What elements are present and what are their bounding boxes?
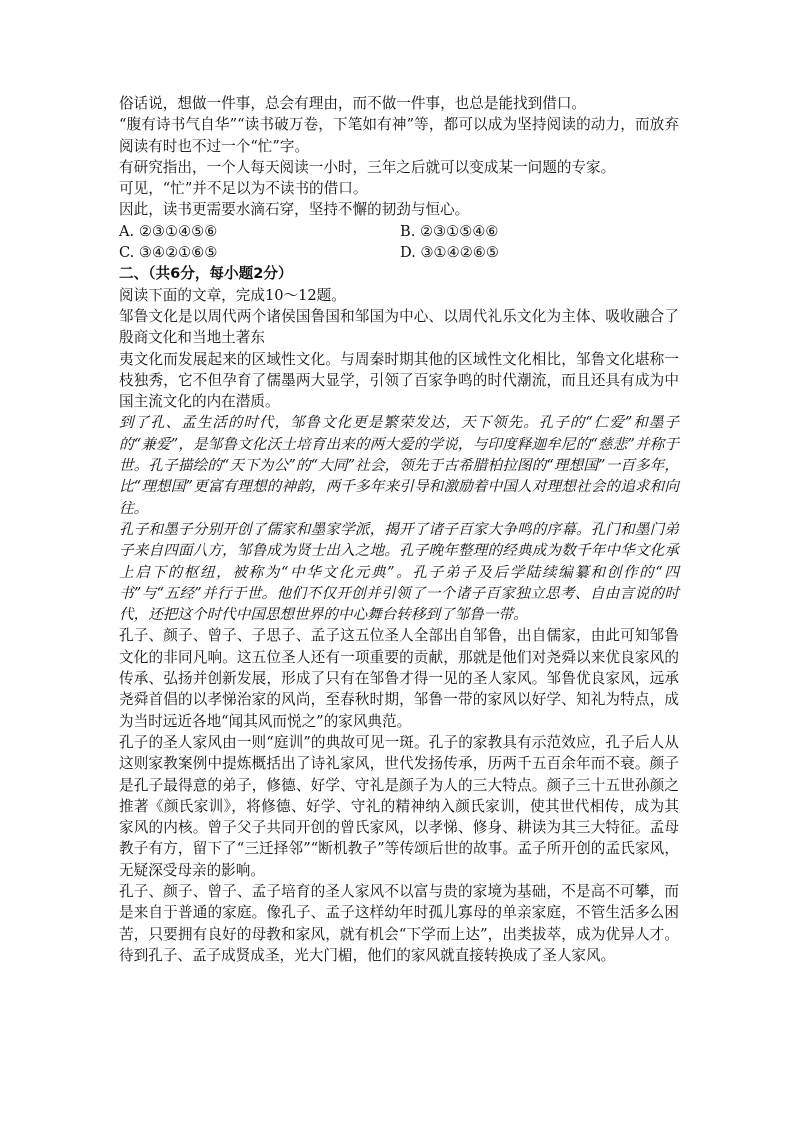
paragraph-3: 到了孔、孟生活的时代，邹鲁文化更是繁荣发达，天下领先。孔子的“仁爱”和墨子的“兼爱”，是邹鲁文化沃土培育出来的两大爱的学说，与印度释迦牟尼的“慈悲”并称于世。孔子描绘的“天下为公”的“大同”社会，领先于古希腊柏拉图的“理想国”一百多年，比“理想国”更富有理想的神韵，两千多年来引导和激励着中国人对理想社会的追求和向往。 bbox=[119, 414, 679, 517]
paragraph-4: 孔子和墨子分别开创了儒家和墨家学派，揭开了诸子百家大争鸣的序幕。孔门和墨门弟子来自四面八方，邹鲁成为贤士出入之地。孔子晚年整理的经典成为数千年中华文化承上启下的枢纽，被称为“中华文化元典”。孔子弟子及后学陆续编纂和创作的“四书”与“五经”并行于世。他们不仅开创并引领了一个诸子百家独立思考、自由言说的时代，还把这个时代中国思想世界的中心舞台转移到了邹鲁一带。 bbox=[119, 520, 679, 624]
intro-line-3: 有研究指出，一个人每天阅读一小时，三年之后就可以变成某一问题的专家。 bbox=[119, 158, 616, 176]
option-b: B. ②③①⑤④⑥ bbox=[400, 222, 499, 240]
intro-line-1: 俗话说，想做一件事，总会有理由，而不做一件事，也总是能找到借口。 bbox=[119, 95, 587, 112]
document-page bbox=[119, 93, 679, 966]
section-instruction: 阅读下面的文章，完成10～12题。 bbox=[119, 286, 346, 304]
intro-line-2: “腹有诗书气自华”“读书破万卷，下笔如有神”等，都可以成为坚持阅读的动力，而放弃阅读有时也不过一个“忙”字。 bbox=[119, 116, 679, 155]
option-a: A. ②③①④⑤⑥ bbox=[119, 222, 218, 240]
option-d: D. ③①④②⑥⑤ bbox=[400, 244, 499, 262]
option-c: C. ③④②①⑥⑤ bbox=[119, 244, 218, 262]
paragraph-2: 夷文化而发展起来的区域性文化。与周秦时期其他的区域性文化相比，邹鲁文化堪称一枝独秀，它不但孕育了儒墨两大显学，引领了百家争鸣的时代潮流，而且还具有成为中国主流文化的内在潜质。 bbox=[119, 350, 679, 411]
paragraph-7: 孔子、颜子、曾子、孟子培育的圣人家风不以富与贵的家境为基础，不是高不可攀，而是来自于普通的家庭。像孔子、孟子这样幼年时孤儿寡母的单亲家庭，不管生活多么困苦，只要拥有良好的母教和家风，就有机会“下学而上达”，出类拔萃，成为优异人才。待到孔子、孟子成贤成圣，光大门楣，他们的家风就直接转换成了圣人家风。 bbox=[119, 882, 679, 964]
intro-line-4: 可见，“忙”并不足以为不读书的借口。 bbox=[119, 180, 368, 198]
paragraph-5: 孔子、颜子、曾子、子思子、孟子这五位圣人全部出自邹鲁，出自儒家，由此可知邹鲁文化的非同凡响。这五位圣人还有一项重要的贡献，那就是他们对尧舜以来优良家风的传承、弘扬并创新发展，形成了只有在邹鲁才得一见的圣人家风。邹鲁优良家风，远承尧舜首倡的以孝悌治家的风尚，至春秋时期，邹鲁一带的家风以好学、知礼为特点，成为当时远近各地“闻其风而悦之”的家风典范。 bbox=[119, 627, 679, 730]
paragraph-6: 孔子的圣人家风由一则“庭训”的典故可见一斑。孔子的家教具有示范效应，孔子后人从这则家教案例中提炼概括出了诗礼家风，世代发扬传承，历两千五百余年而不衰。颜子是孔子最得意的弟子，修德、好学、守礼是颜子为人的三大特点。颜子三十五世孙颜之推著《颜氏家训》，将修德、好学、守礼的精神纳入颜氏家训，使其世代相传，成为其家风的内核。曾子父子共同开创的曾氏家风，以孝悌、修身、耕读为其三大特征。孟母教子有方，留下了“三迁择邻”“断机教子”等传颂后世的故事。孟子所开创的孟氏家风，无疑深受母亲的影响。 bbox=[119, 733, 679, 879]
section-title: 二、（共6分，每小题2分） bbox=[119, 265, 293, 283]
intro-line-5: 因此，读书更需要水滴石穿，坚持不懈的韧劲与恒心。 bbox=[119, 201, 470, 219]
paragraph-1: 邹鲁文化是以周代两个诸侯国鲁国和邹国为中心、以周代礼乐文化为主体、吸收融合了殷商文化和当地土著东 bbox=[119, 307, 679, 347]
answer-options bbox=[119, 221, 679, 264]
